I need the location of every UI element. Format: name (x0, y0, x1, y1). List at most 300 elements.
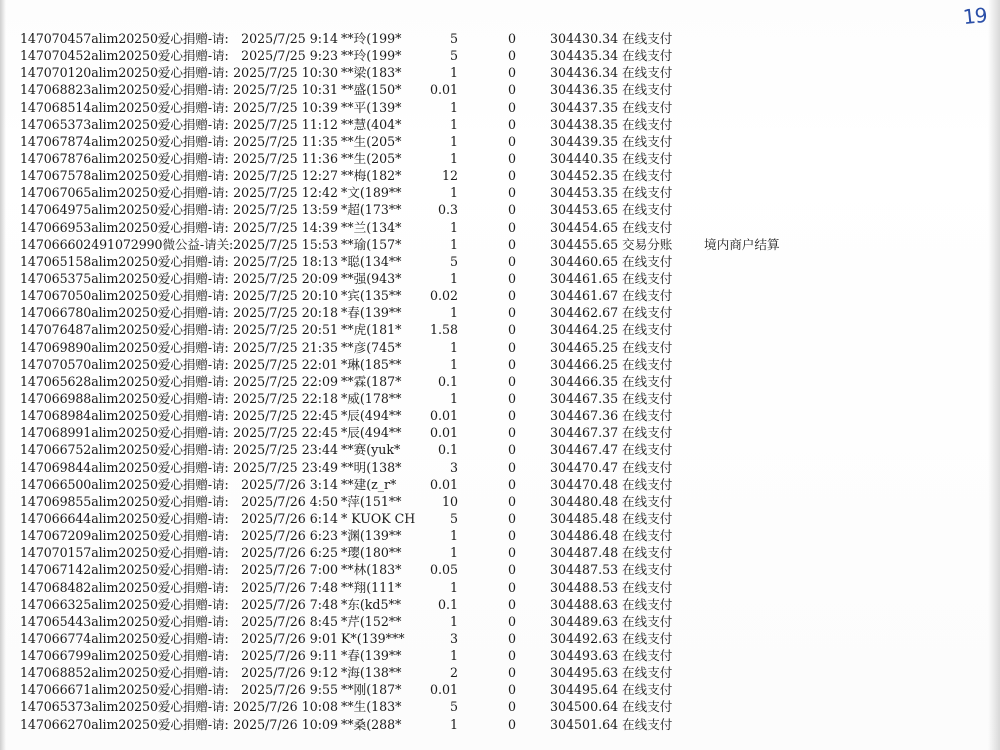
expense: 0 (507, 408, 516, 424)
table-row (0, 116, 1000, 133)
transaction-id-text: 147065158alim20250 (20, 253, 158, 269)
transaction-description: 爱心捐赠-请: (157, 82, 229, 98)
donor-name: *渊(139** (341, 528, 402, 544)
amount: 1.58 (429, 322, 458, 338)
amount: 5 (449, 48, 458, 64)
transaction-date: 2025/7/25 9:23 (241, 48, 338, 64)
payment-type: 在线支付 (622, 528, 673, 544)
balance: 304435.34 (550, 48, 619, 64)
table-row (0, 664, 1000, 681)
donor-name: *春(139** (341, 305, 402, 321)
transaction-id-text: 147066325alim20250 (20, 596, 158, 612)
transaction-id (20, 681, 229, 698)
payment-type: 在线支付 (622, 579, 673, 595)
amount: 0.02 (429, 288, 458, 304)
expense: 0 (507, 493, 516, 509)
transaction-description: 爱心捐赠-请: (157, 99, 229, 115)
transaction-id-text: 147066953alim20250 (20, 219, 158, 235)
transaction-id-text: 147066671alim20250 (20, 682, 158, 698)
expense: 0 (507, 150, 516, 166)
transaction-id (20, 184, 229, 201)
balance: 304440.35 (550, 150, 619, 166)
donor-name: **翔(111* (341, 579, 402, 595)
balance: 304453.65 (550, 202, 619, 218)
payment-type: 在线支付 (622, 373, 673, 389)
transaction-id-text: 147070157alim20250 (20, 545, 158, 561)
transaction-description: 爱心捐赠-请: (157, 390, 229, 406)
amount: 1 (449, 236, 458, 252)
table-row (0, 287, 1000, 304)
transaction-date: 2025/7/25 11:12 (233, 116, 338, 132)
transaction-description: 爱心捐赠-请: (157, 408, 229, 424)
transaction-id (20, 647, 229, 664)
donor-name: *璎(180** (341, 545, 402, 561)
transaction-description: 爱心捐赠-请: (157, 596, 229, 612)
table-row (0, 270, 1000, 287)
donor-name: **慧(404* (341, 116, 402, 132)
donor-name: K*(139*** (341, 630, 405, 646)
transaction-id (20, 270, 229, 287)
transaction-date: 2025/7/25 20:10 (233, 288, 338, 304)
donor-name: *超(173** (341, 202, 402, 218)
payment-type: 在线支付 (622, 390, 673, 406)
donor-name: *聪(134** (341, 253, 402, 269)
donor-name: *东(kd5** (341, 596, 402, 612)
payment-type: 在线支付 (622, 270, 673, 286)
expense: 0 (507, 65, 516, 81)
transaction-id (20, 236, 234, 253)
expense: 0 (507, 390, 516, 406)
transaction-date: 2025/7/26 10:08 (233, 699, 338, 715)
donor-name: **兰(134* (341, 219, 402, 235)
amount: 1 (449, 305, 458, 321)
balance: 304495.64 (550, 682, 619, 698)
transaction-date: 2025/7/26 7:00 (241, 562, 338, 578)
donor-name: **刚(187* (341, 682, 402, 698)
transaction-id (20, 510, 229, 527)
amount: 1 (449, 356, 458, 372)
transaction-description: 爱心捐赠-请: (157, 545, 229, 561)
transaction-id (20, 664, 229, 681)
transaction-id-text: 147068514alim20250 (20, 99, 158, 115)
transaction-date: 2025/7/25 10:31 (233, 82, 338, 98)
transaction-date: 2025/7/25 9:14 (241, 31, 338, 46)
transaction-description: 爱心捐赠-请: (157, 219, 229, 235)
transaction-date: 2025/7/25 11:35 (233, 133, 338, 149)
transaction-id (20, 64, 229, 81)
donor-name: *宾(135** (341, 288, 402, 304)
transaction-description: 爱心捐赠-请: (157, 699, 229, 715)
transaction-id (20, 390, 229, 407)
transaction-id-text: 147070452alim20250 (20, 48, 158, 64)
table-row (0, 561, 1000, 578)
transaction-date: 2025/7/25 12:27 (233, 168, 338, 184)
amount: 1 (449, 716, 458, 732)
payment-type: 在线支付 (622, 168, 673, 184)
expense: 0 (507, 236, 516, 252)
expense: 0 (507, 219, 516, 235)
expense: 0 (507, 648, 516, 664)
transaction-date: 2025/7/25 14:39 (233, 219, 338, 235)
transaction-id-text: 147068852alim20250 (20, 665, 158, 681)
table-row (0, 167, 1000, 184)
payment-type: 在线支付 (622, 562, 673, 578)
transaction-description: 爱心捐赠-请: (157, 65, 229, 81)
amount: 1 (449, 339, 458, 355)
balance: 304485.48 (550, 510, 619, 526)
expense: 0 (507, 699, 516, 715)
transaction-id (20, 99, 229, 116)
balance: 304464.25 (550, 322, 619, 338)
payment-type: 在线支付 (622, 510, 673, 526)
transaction-id-text: 147068482alim20250 (20, 579, 158, 595)
transaction-description: 爱心捐赠-请: (157, 442, 229, 458)
table-row (0, 390, 1000, 407)
amount: 1 (449, 133, 458, 149)
amount: 0.3 (437, 202, 458, 218)
amount: 12 (441, 168, 458, 184)
payment-type: 在线支付 (622, 322, 673, 338)
balance: 304460.65 (550, 253, 619, 269)
table-row (0, 476, 1000, 493)
balance: 304470.47 (550, 459, 619, 475)
transaction-description: 爱心捐赠-请: (157, 339, 229, 355)
donor-name: **建(z_r* (341, 476, 397, 492)
amount: 3 (449, 630, 458, 646)
payment-type: 在线支付 (622, 493, 673, 509)
payment-type: 在线支付 (622, 545, 673, 561)
amount: 1 (449, 545, 458, 561)
expense: 0 (507, 665, 516, 681)
transaction-id (20, 441, 229, 458)
transaction-date: 2025/7/26 6:14 (241, 510, 338, 526)
payment-type: 在线支付 (622, 150, 673, 166)
expense: 0 (507, 339, 516, 355)
ledger-rows (0, 30, 1000, 733)
payment-type: 在线支付 (622, 48, 673, 64)
table-row (0, 459, 1000, 476)
amount: 1 (449, 613, 458, 629)
amount: 5 (449, 510, 458, 526)
transaction-id-text: 147064975alim20250 (20, 202, 158, 218)
balance: 304436.35 (550, 82, 619, 98)
table-row (0, 150, 1000, 167)
expense: 0 (507, 356, 516, 372)
expense: 0 (507, 31, 516, 46)
expense: 0 (507, 545, 516, 561)
expense: 0 (507, 716, 516, 732)
donor-name: *威(178** (341, 390, 402, 406)
table-row (0, 219, 1000, 236)
table-row (0, 201, 1000, 218)
donor-name: **生(183* (341, 699, 402, 715)
transaction-date: 2025/7/25 23:49 (233, 459, 338, 475)
donor-name: **瑜(157* (341, 236, 402, 252)
donor-name: *辰(494** (341, 425, 402, 441)
amount: 1 (449, 185, 458, 201)
donor-name: **梅(182* (341, 168, 402, 184)
transaction-date: 2025/7/25 20:18 (233, 305, 338, 321)
donor-name: **玲(199* (341, 48, 402, 64)
balance: 304480.48 (550, 493, 619, 509)
payment-type: 在线支付 (622, 185, 673, 201)
table-row (0, 493, 1000, 510)
donor-name: **平(139* (341, 99, 402, 115)
balance: 304493.63 (550, 648, 619, 664)
balance: 304438.35 (550, 116, 619, 132)
payment-type: 在线支付 (622, 305, 673, 321)
payment-type: 在线支付 (622, 648, 673, 664)
balance: 304488.63 (550, 596, 619, 612)
transaction-description: 爱心捐赠-请: (157, 476, 229, 492)
transaction-id (20, 544, 229, 561)
expense: 0 (507, 373, 516, 389)
expense: 0 (507, 99, 516, 115)
table-row (0, 356, 1000, 373)
transaction-id-text: 147065375alim20250 (20, 270, 158, 286)
transaction-id-text: 147067876alim20250 (20, 150, 158, 166)
payment-type: 在线支付 (622, 459, 673, 475)
amount: 2 (449, 665, 458, 681)
transaction-id-text: 147066780alim20250 (20, 305, 158, 321)
amount: 1 (449, 65, 458, 81)
transaction-id (20, 81, 229, 98)
table-row (0, 527, 1000, 544)
transaction-date: 2025/7/26 9:01 (241, 630, 338, 646)
transaction-id (20, 579, 229, 596)
payment-type: 在线支付 (622, 476, 673, 492)
transaction-description: 爱心捐赠-请: (157, 528, 229, 544)
balance: 304486.48 (550, 528, 619, 544)
expense: 0 (507, 682, 516, 698)
payment-type: 在线支付 (622, 31, 673, 46)
transaction-id (20, 527, 229, 544)
amount: 1 (449, 390, 458, 406)
transaction-description: 爱心捐赠-请: (157, 48, 229, 64)
balance: 304487.48 (550, 545, 619, 561)
transaction-id-text: 147065373alim20250 (20, 116, 158, 132)
transaction-date: 2025/7/25 22:45 (233, 408, 338, 424)
handwritten-page-number: 19 (961, 2, 988, 30)
transaction-id (20, 424, 229, 441)
donor-name: *春(139** (341, 648, 402, 664)
transaction-id (20, 373, 229, 390)
balance: 304470.48 (550, 476, 619, 492)
transaction-id (20, 339, 229, 356)
transaction-description: 爱心捐赠-请: (157, 185, 229, 201)
transaction-id-text: 147066799alim20250 (20, 648, 158, 664)
transaction-id-text: 147069844alim20250 (20, 459, 158, 475)
balance: 304455.65 (550, 236, 619, 252)
transaction-date: 2025/7/25 20:09 (233, 270, 338, 286)
expense: 0 (507, 185, 516, 201)
payment-type: 在线支付 (622, 288, 673, 304)
payment-type: 在线支付 (622, 82, 673, 98)
payment-type: 在线支付 (622, 665, 673, 681)
amount: 0.01 (429, 425, 458, 441)
transaction-id-text: 147069890alim20250 (20, 339, 158, 355)
transaction-date: 2025/7/26 6:25 (241, 545, 338, 561)
transaction-date: 2025/7/26 4:50 (241, 493, 338, 509)
transaction-description: 爱心捐赠-请: (157, 648, 229, 664)
transaction-id-text: 147067209alim20250 (20, 528, 158, 544)
transaction-id (20, 116, 229, 133)
expense: 0 (507, 476, 516, 492)
transaction-id (20, 716, 229, 733)
transaction-id (20, 613, 229, 630)
donor-name: **盛(150* (341, 82, 402, 98)
payment-type: 在线支付 (622, 408, 673, 424)
transaction-date: 2025/7/25 13:59 (233, 202, 338, 218)
transaction-id-text: 147069855alim20250 (20, 493, 158, 509)
balance: 304430.34 (550, 31, 619, 46)
transaction-description: 爱心捐赠-请: (157, 133, 229, 149)
transaction-description: 爱心捐赠-请: (157, 665, 229, 681)
balance: 304488.53 (550, 579, 619, 595)
transaction-description: 爱心捐赠-请: (157, 562, 229, 578)
transaction-id-text: 147068823alim20250 (20, 82, 158, 98)
donor-name: **生(205* (341, 150, 402, 166)
transaction-description: 爱心捐赠-请: (157, 202, 229, 218)
payment-type: 在线支付 (622, 133, 673, 149)
transaction-id-text: 147068984alim20250 (20, 408, 158, 424)
donor-name: **梁(183* (341, 65, 402, 81)
amount: 1 (449, 648, 458, 664)
transaction-description: 爱心捐赠-请: (157, 305, 229, 321)
table-row (0, 630, 1000, 647)
table-row (0, 716, 1000, 733)
balance: 304492.63 (550, 630, 619, 646)
amount: 0.01 (429, 82, 458, 98)
balance: 304465.25 (550, 339, 619, 355)
amount: 1 (449, 99, 458, 115)
balance: 304466.25 (550, 356, 619, 372)
expense: 0 (507, 528, 516, 544)
amount: 10 (441, 493, 458, 509)
transaction-id-text: 147066988alim20250 (20, 390, 158, 406)
balance: 304461.65 (550, 270, 619, 286)
table-row (0, 407, 1000, 424)
payment-type: 在线支付 (622, 613, 673, 629)
amount: 1 (449, 116, 458, 132)
amount: 0.1 (437, 596, 458, 612)
transaction-id-text: 147066500alim20250 (20, 476, 158, 492)
transaction-description: 爱心捐赠-请: (157, 116, 229, 132)
transaction-date: 2025/7/25 22:45 (233, 425, 338, 441)
transaction-id-text: 147067142alim20250 (20, 562, 158, 578)
transaction-id-text: 147065628alim20250 (20, 373, 158, 389)
transaction-id (20, 253, 229, 270)
amount: 1 (449, 579, 458, 595)
transaction-id-text: 147066644alim20250 (20, 510, 158, 526)
transaction-id (20, 356, 229, 373)
transaction-date: 2025/7/26 6:23 (241, 528, 338, 544)
payment-type: 在线支付 (622, 442, 673, 458)
balance: 304452.35 (550, 168, 619, 184)
expense: 0 (507, 48, 516, 64)
donor-name: **玲(199* (341, 31, 402, 46)
expense: 0 (507, 596, 516, 612)
transaction-id (20, 150, 229, 167)
donor-name: *琳(185** (341, 356, 402, 372)
balance: 304462.67 (550, 305, 619, 321)
transaction-id-text: 147067065alim20250 (20, 185, 158, 201)
balance: 304436.34 (550, 65, 619, 81)
transaction-id (20, 630, 229, 647)
transaction-date: 2025/7/25 11:36 (233, 150, 338, 166)
expense: 0 (507, 562, 516, 578)
balance: 304461.67 (550, 288, 619, 304)
amount: 5 (449, 253, 458, 269)
transaction-date: 2025/7/25 22:01 (233, 356, 338, 372)
transaction-description: 爱心捐赠-请: (157, 682, 229, 698)
transaction-id (20, 476, 229, 493)
table-row (0, 544, 1000, 561)
expense: 0 (507, 116, 516, 132)
donor-name: * KUOK CH (341, 510, 416, 526)
transaction-date: 2025/7/25 18:13 (233, 253, 338, 269)
transaction-description: 爱心捐赠-请: (157, 31, 229, 46)
transaction-id (20, 201, 229, 218)
transaction-id-text: 147070457alim20250 (20, 31, 158, 46)
donor-name: *萍(151** (341, 493, 402, 509)
transaction-date: 2025/7/26 9:11 (241, 648, 338, 664)
table-row (0, 698, 1000, 715)
transaction-description: 爱心捐赠-请: (157, 459, 229, 475)
amount: 0.01 (429, 682, 458, 698)
payment-type: 在线支付 (622, 682, 673, 698)
transaction-date: 2025/7/26 9:55 (241, 682, 338, 698)
payment-type: 交易分账 (622, 236, 673, 252)
donor-name: **明(138* (341, 459, 402, 475)
table-row (0, 441, 1000, 458)
expense: 0 (507, 613, 516, 629)
donor-name: **桑(288* (341, 716, 402, 732)
payment-type: 在线支付 (622, 699, 673, 715)
transaction-description: 爱心捐赠-请: (157, 613, 229, 629)
table-row (0, 304, 1000, 321)
table-row (0, 236, 1000, 253)
amount: 1 (449, 219, 458, 235)
expense: 0 (507, 425, 516, 441)
transaction-description: 爱心捐赠-请: (157, 425, 229, 441)
balance: 304453.35 (550, 185, 619, 201)
table-row (0, 681, 1000, 698)
transaction-id (20, 321, 229, 338)
donor-name: **霖(187* (341, 373, 402, 389)
expense: 0 (507, 270, 516, 286)
table-row (0, 579, 1000, 596)
balance: 304489.63 (550, 613, 619, 629)
balance: 304495.63 (550, 665, 619, 681)
balance: 304466.35 (550, 373, 619, 389)
transaction-id-text: 147066602491072990 (20, 236, 163, 252)
transaction-date: 2025/7/25 21:35 (233, 339, 338, 355)
transaction-date: 2025/7/25 22:18 (233, 390, 338, 406)
transaction-date: 2025/7/26 7:48 (241, 579, 338, 595)
payment-type: 在线支付 (622, 99, 673, 115)
expense: 0 (507, 322, 516, 338)
transaction-description: 爱心捐赠-请: (157, 579, 229, 595)
amount: 3 (449, 459, 458, 475)
payment-type: 在线支付 (622, 630, 673, 646)
transaction-id (20, 493, 229, 510)
table-row (0, 99, 1000, 116)
transaction-id-text: 147067578alim20250 (20, 168, 158, 184)
donor-name: **生(205* (341, 133, 402, 149)
transaction-description: 爱心捐赠-请: (157, 270, 229, 286)
transaction-date: 2025/7/25 15:53 (233, 236, 338, 252)
